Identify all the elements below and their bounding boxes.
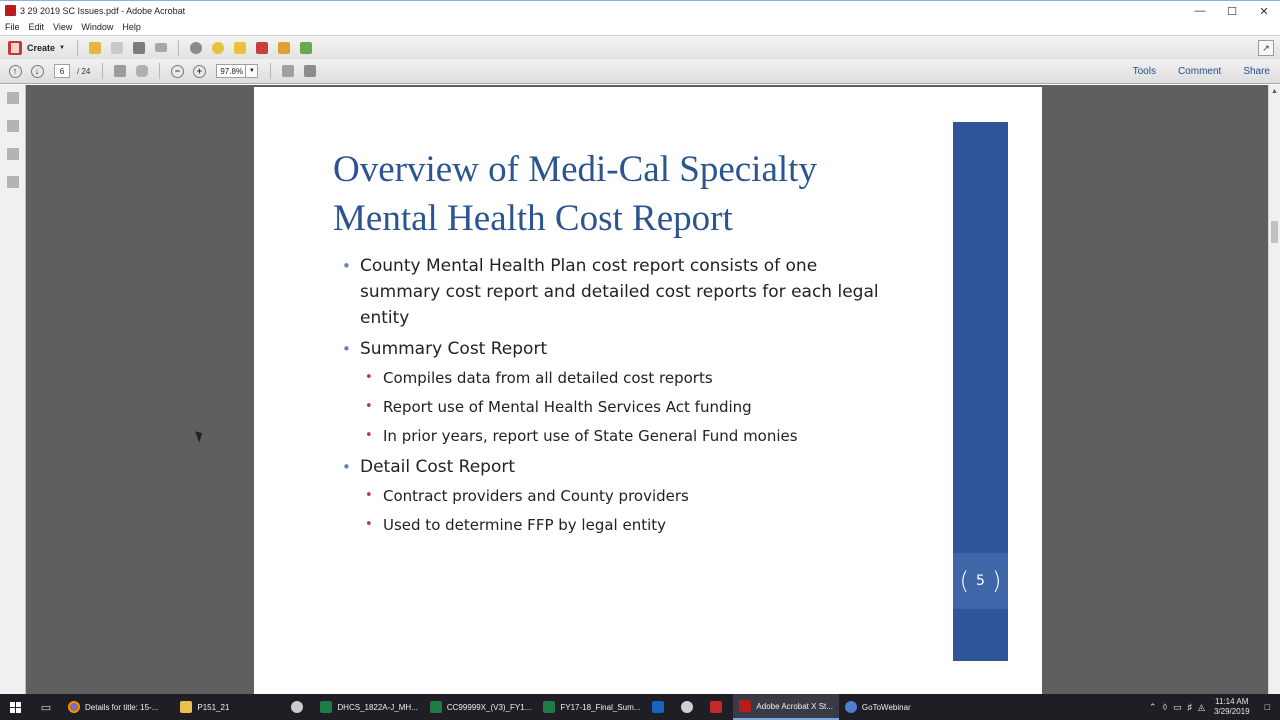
sub-bullet-item: • In prior years, report use of State General Fund monies	[342, 425, 902, 447]
minus-icon: −	[171, 65, 184, 78]
scrollbar-thumb[interactable]	[1271, 221, 1278, 243]
windows-logo-icon	[10, 702, 21, 713]
clock-time: 11:14 AM	[1215, 697, 1249, 706]
hand-icon	[136, 65, 148, 77]
zoom-out-button[interactable]	[168, 62, 186, 80]
taskbar-item-app-3[interactable]	[704, 694, 733, 720]
create-button[interactable]	[8, 41, 65, 55]
settings-button[interactable]	[187, 39, 205, 57]
bullet-item: • County Mental Health Plan cost report consists of one summary cost report and detailed cost reports for each legal entity	[342, 253, 902, 331]
gotowebinar-icon	[845, 701, 857, 713]
fit-page-button[interactable]	[279, 62, 297, 80]
pages-panel-icon[interactable]	[7, 92, 19, 104]
taskbar-item-label: GoToWebinar	[861, 702, 911, 712]
slide-title-line-1: Overview of Medi-Cal Specialty	[333, 149, 817, 190]
review-button[interactable]	[297, 39, 315, 57]
mouse-pointer-icon	[195, 429, 205, 442]
sub-bullet-item: • Report use of Mental Health Services Act funding	[342, 396, 902, 418]
toolbar-separator	[159, 63, 160, 79]
comment-bubble-icon	[212, 42, 224, 54]
clock[interactable]	[1214, 697, 1250, 717]
chrome-icon	[68, 701, 80, 713]
app-circle-icon	[291, 701, 303, 713]
highlight-button[interactable]	[231, 39, 249, 57]
minimize-button[interactable]: —	[1194, 5, 1206, 17]
comment-link[interactable]: Comment	[1177, 66, 1222, 77]
volume-icon[interactable]: ♯	[1187, 702, 1193, 712]
excel-icon	[543, 701, 555, 713]
review-icon	[300, 42, 312, 54]
main-toolbar	[0, 35, 1280, 59]
page-number-input[interactable]: 6	[54, 64, 70, 78]
select-tool-button[interactable]	[111, 62, 129, 80]
acrobat-icon	[739, 700, 751, 712]
arrow-up-icon: ↑	[9, 65, 22, 78]
expand-button[interactable]: ↗	[1258, 40, 1274, 56]
vertical-scrollbar[interactable]	[1268, 85, 1280, 694]
email-icon	[155, 43, 167, 52]
task-pane-links	[1111, 59, 1270, 84]
previous-page-button[interactable]	[6, 62, 24, 80]
email-button[interactable]	[152, 39, 170, 57]
document-workspace[interactable]	[26, 85, 1268, 694]
menu-view[interactable]: View	[53, 22, 73, 32]
taskbar-item-excel-3[interactable]	[537, 694, 646, 720]
taskbar-item-app-2[interactable]	[675, 694, 704, 720]
taskbar-item-app[interactable]	[285, 694, 314, 720]
toolbar-separator	[270, 63, 271, 79]
signatures-icon[interactable]	[7, 176, 19, 188]
taskbar-item-folder[interactable]	[174, 694, 235, 720]
zoom-in-button[interactable]	[190, 62, 208, 80]
slide-title	[333, 145, 893, 243]
create-pdf-icon	[8, 41, 22, 55]
fullscreen-icon	[304, 65, 316, 77]
start-button[interactable]	[0, 694, 30, 720]
excel-icon	[430, 701, 442, 713]
stamp-button[interactable]	[253, 39, 271, 57]
taskbar-item-label: Adobe Acrobat X St...	[756, 701, 833, 711]
menu-bar	[0, 20, 1280, 34]
slide-bullets	[342, 253, 902, 543]
bullet-item: • Summary Cost Report	[342, 336, 902, 362]
toolbar-separator	[178, 40, 179, 56]
next-page-button[interactable]	[28, 62, 46, 80]
taskbar-item-excel-1[interactable]	[314, 694, 423, 720]
chevron-down-icon: ▼	[59, 44, 65, 51]
taskbar-item-chrome[interactable]	[62, 694, 164, 720]
app-icon	[710, 701, 722, 713]
gear-icon	[190, 42, 202, 54]
menu-edit[interactable]: Edit	[28, 22, 45, 32]
window-controls	[1184, 1, 1280, 21]
sub-bullet-item: • Used to determine FFP by legal entity	[342, 514, 902, 536]
folder-icon	[180, 701, 192, 713]
open-folder-icon	[89, 42, 101, 54]
stamp-icon	[256, 42, 268, 54]
fullscreen-button[interactable]	[301, 62, 319, 80]
taskbar-item-gotowebinar[interactable]	[839, 694, 917, 720]
slide-title-line-2: Mental Health Cost Report	[333, 198, 733, 239]
taskbar-item-label: FY17-18_Final_Sum...	[560, 702, 641, 712]
sign-icon	[278, 42, 290, 54]
tools-link[interactable]: Tools	[1132, 66, 1156, 77]
outlook-icon	[652, 701, 664, 713]
task-view-button[interactable]: ▭	[40, 701, 52, 714]
print-icon	[133, 42, 145, 54]
network-icon[interactable]: ◊	[1162, 702, 1168, 712]
taskbar-item-label: CC99999X_(V3)_FY1...	[446, 702, 532, 712]
taskbar-item-label: Details for title: 15-...	[85, 702, 159, 712]
taskbar-item-outlook[interactable]	[646, 694, 675, 720]
taskbar-item-label: DHCS_1822A-J_MH...	[337, 702, 418, 712]
excel-icon	[320, 701, 332, 713]
clock-date: 3/29/2019	[1213, 707, 1250, 716]
menu-file[interactable]: File	[5, 22, 20, 32]
sub-bullet-item: • Compiles data from all detailed cost reports	[342, 367, 902, 389]
taskbar-item-acrobat[interactable]	[733, 694, 839, 720]
save-icon	[111, 42, 123, 54]
taskbar	[0, 694, 1280, 720]
arrow-down-icon: ↓	[31, 65, 44, 78]
highlight-icon	[234, 42, 246, 54]
hand-tool-button[interactable]	[133, 62, 151, 80]
navigation-pane	[0, 85, 26, 694]
share-link[interactable]: Share	[1243, 66, 1270, 77]
right-bracket-icon: )	[991, 567, 1002, 595]
system-tray	[1146, 694, 1280, 720]
pdf-page	[254, 87, 1042, 694]
print-button[interactable]	[130, 39, 148, 57]
slide-page-number: 5	[976, 573, 985, 589]
chevron-down-icon[interactable]: ▼	[246, 64, 258, 78]
close-button[interactable]: ✕	[1259, 5, 1269, 18]
battery-icon[interactable]: ▭	[1173, 701, 1182, 712]
bullet-item: • Detail Cost Report	[342, 454, 902, 480]
plus-icon: +	[193, 65, 206, 78]
maximize-button[interactable]: ☐	[1227, 5, 1237, 18]
menu-help[interactable]: Help	[122, 22, 141, 32]
notifications-icon[interactable]: □	[1264, 702, 1270, 712]
language-icon[interactable]: ◬	[1198, 701, 1205, 712]
slide-page-number-box	[953, 553, 1008, 609]
window-title: 3 29 2019 SC Issues.pdf - Adobe Acrobat	[20, 5, 186, 16]
navigation-toolbar	[0, 59, 1280, 84]
taskbar-item-label: P151_21	[197, 702, 230, 712]
acrobat-app-icon	[5, 5, 16, 16]
comment-button[interactable]	[209, 39, 227, 57]
zoom-select[interactable]	[216, 64, 258, 78]
create-label: Create	[27, 42, 56, 53]
zoom-value[interactable]: 97.8%	[216, 64, 246, 78]
title-bar	[0, 0, 1280, 20]
save-button[interactable]	[108, 39, 126, 57]
sign-button[interactable]	[275, 39, 293, 57]
attachments-icon[interactable]	[7, 148, 19, 160]
scroll-up-icon[interactable]: ▲	[1271, 88, 1278, 95]
toolbar-separator	[102, 63, 103, 79]
chevron-up-icon[interactable]: ⌃	[1149, 701, 1157, 712]
taskbar-item-excel-2[interactable]	[424, 694, 538, 720]
left-bracket-icon: (	[959, 567, 970, 595]
bookmarks-icon[interactable]	[7, 120, 19, 132]
open-button[interactable]	[86, 39, 104, 57]
cursor-select-icon	[114, 65, 126, 77]
page-total: / 24	[77, 66, 91, 76]
menu-window[interactable]: Window	[81, 22, 114, 32]
toolbar-separator	[77, 40, 78, 56]
app-icon	[681, 701, 693, 713]
sub-bullet-item: • Contract providers and County providers	[342, 485, 902, 507]
fit-page-icon	[282, 65, 294, 77]
